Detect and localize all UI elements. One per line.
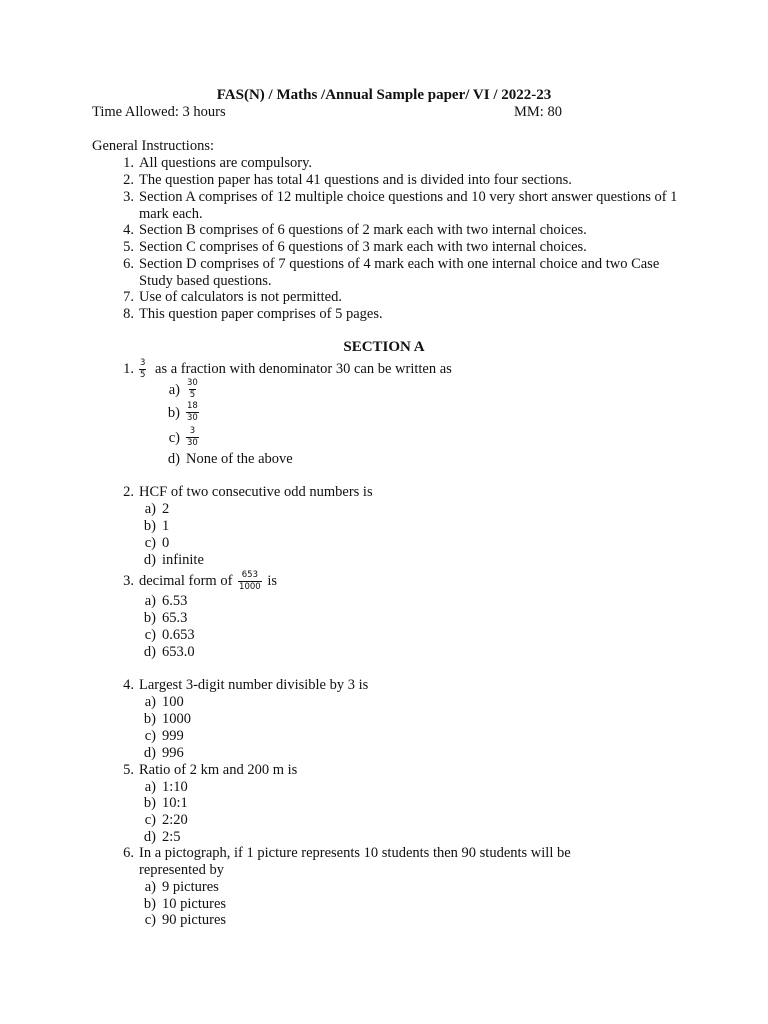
question-text: as a fraction with denominator 30 can be written as — [155, 360, 452, 377]
time-allowed: Time Allowed: 3 hours — [92, 104, 226, 120]
fraction: $\frac{653}{1000}$ — [239, 570, 261, 592]
max-marks: MM: 80 — [514, 104, 562, 120]
question-paper-page: FAS(N) / Maths /Annual Sample paper/ VI / 2022-23 Time Allowed: 3 hours MM: 80 General Instructions: 1. All questions are compulsory. 2. The question paper has total 41 questions and is divided into four sections. 3. Section A comprises of 12 multiple choice questions and 10 very short answer questions of 1 mark each. 4. Section B comprises of 6 questions of 2 mark each with two internal choices. 5. Section C comprises of 6 questions of 3 mark each with two internal choices. 6. Section D comprises of 7 questions of 4 mark each with one internal choice and two Case Study based questions. 7. Use of calculators is not permitted. 8. This question paper comprises of 5 pages. SECTION A 1. $\frac{3}{5}$ as a fraction with denominator 30 can be written as a) $\frac{30}{5}$ b) $\frac{18}{30}$ c) $\frac{3}{30}$ d) None of the above 2. HCF of two consecutive odd numbers is a) 2 b) 1 c) 0 d) infinite 3. decimal form of $\frac{653}{1000}$ is a) 6.53 b) 65.3 c) 0.653 d) 653.0 4. Largest 3-digit number divisible by 3 is a) 100 b) 1000 c) 999 d) 996 5. Ratio of 2 km and 200 m is a) 1:10 b) 10:1 c) 2:20 d) 2:5 6. In a pictograph, if 1 picture represents 10 students then 90 students will be represented by a) 9 pictures b) 10 pictures c) 90 pictures — [0, 0, 768, 1024]
fraction: $\frac{3}{5}$ — [140, 358, 146, 380]
question-text: decimal form of — [139, 572, 233, 589]
question-text: In a pictograph, if 1 picture represents 10 students then 90 students will be — [139, 845, 571, 861]
question-text: Largest 3-digit number divisible by 3 is — [139, 677, 369, 693]
instructions-heading: General Instructions: — [92, 138, 215, 154]
fraction: $\frac{30}{5}$ — [187, 378, 198, 400]
fraction: $\frac{3}{30}$ — [187, 426, 198, 448]
question-text: HCF of two consecutive odd numbers is — [139, 484, 373, 500]
fraction: $\frac{18}{30}$ — [187, 401, 198, 423]
question-text: Ratio of 2 km and 200 m is — [139, 762, 298, 778]
paper-title: FAS(N) / Maths /Annual Sample paper/ VI / 2022-23 — [216, 87, 552, 103]
section-a-heading: SECTION A — [343, 339, 425, 355]
